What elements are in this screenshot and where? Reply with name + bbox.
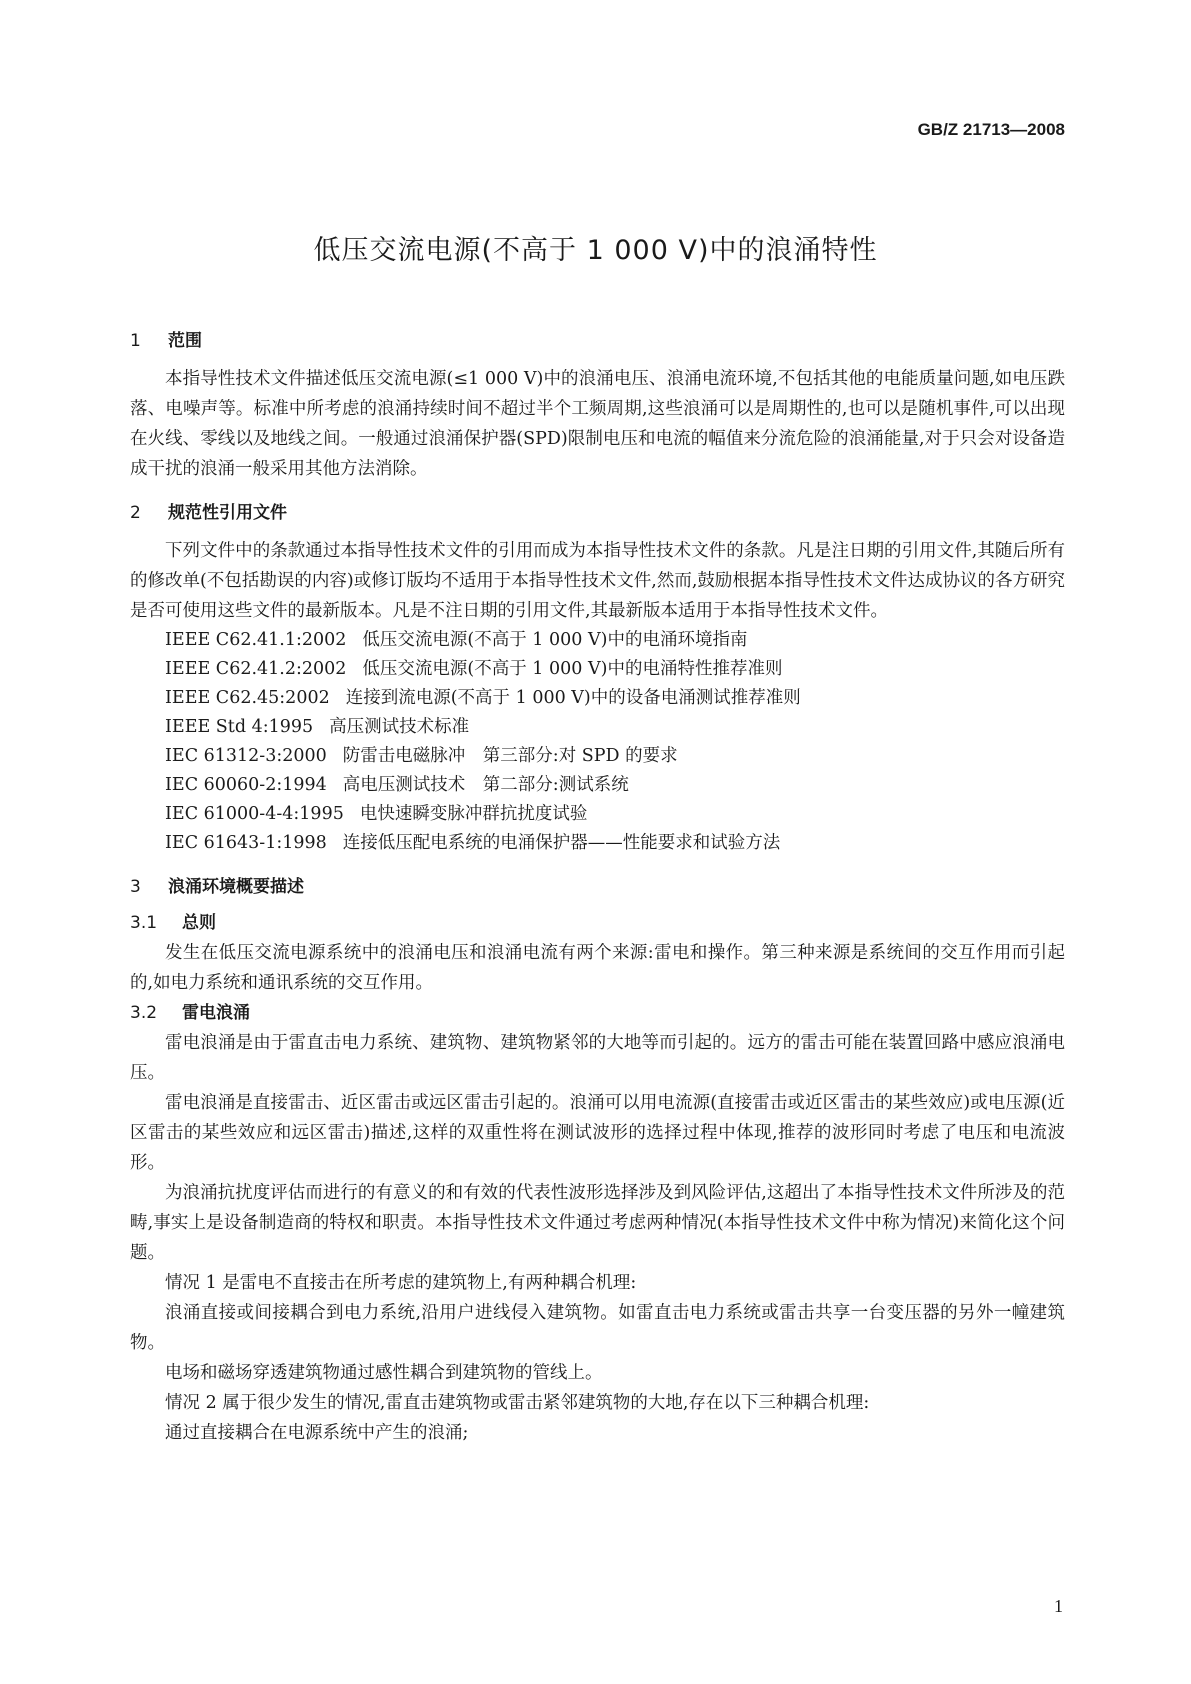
subsection-number: 3.2: [130, 1003, 158, 1023]
reference-code: IEC 61000-4-4:1995: [165, 804, 344, 824]
document-title: 低压交流电源(不高于 1 000 V)中的浪涌特性: [313, 235, 878, 266]
subsection-title: 总则: [182, 913, 216, 933]
section-3-2-paragraph: 情况 2 属于很少发生的情况,雷直击建筑物或雷击紧邻建筑物的大地,存在以下三种耦合机理:: [165, 1393, 870, 1413]
standard-code: GB/Z 21713—2008: [917, 120, 1065, 139]
section-3-2-paragraph: 雷电浪涌是直接雷击、近区雷击或远区雷击引起的。浪涌可以用电流源(直接雷击或近区雷击的某些效应)或电压源(近区雷击的某些效应和远区雷击)描述,这样的双重性将在测试波形的选择过程中体现,推荐的波形同时考虑了电压和电流波形。: [130, 1093, 1065, 1173]
section-number: 2: [130, 503, 141, 523]
reference-code: IEC 61643-1:1998: [165, 833, 327, 853]
reference-item: [165, 742, 1065, 771]
reference-code: IEEE C62.41.1:2002: [165, 630, 347, 650]
reference-item: [165, 771, 1065, 800]
reference-title: 低压交流电源(不高于 1 000 V)中的电涌特性推荐准则: [362, 659, 783, 679]
section-3-heading: [130, 872, 1065, 902]
reference-item: [165, 626, 1065, 655]
subsection-number: 3.1: [130, 913, 158, 933]
reference-item: [165, 829, 1065, 858]
section-title: 规范性引用文件: [168, 503, 287, 523]
section-number: 1: [130, 331, 141, 351]
section-3-2-paragraph: 雷电浪涌是由于雷直击电力系统、建筑物、建筑物紧邻的大地等而引起的。远方的雷击可能在装置回路中感应浪涌电压。: [130, 1033, 1065, 1083]
section-title: 范围: [168, 331, 202, 351]
section-3-1-heading: [130, 908, 1065, 938]
section-number: 3: [130, 877, 141, 897]
section-1-heading: [130, 326, 1065, 356]
reference-code: IEC 60060-2:1994: [165, 775, 327, 795]
section-2-heading: [130, 498, 1065, 528]
reference-title: 高电压测试技术 第二部分:测试系统: [342, 775, 629, 795]
section-1-paragraph: 本指导性技术文件描述低压交流电源(≤1 000 V)中的浪涌电压、浪涌电流环境,不包括其他的电能质量问题,如电压跌落、电噪声等。标准中所考虑的浪涌持续时间不超过半个工频周期,这些浪涌可以是周期性的,也可以是随机事件,可以出现在火线、零线以及地线之间。一般通过浪涌保护器(SPD)限制电压和电流的幅值来分流危险的浪涌能量,对于只会对设备造成干扰的浪涌一般采用其他方法消除。: [130, 369, 1065, 479]
reference-item: [165, 800, 1065, 829]
section-title: 浪涌环境概要描述: [168, 877, 304, 897]
section-3-2-paragraph: 为浪涌抗扰度评估而进行的有意义的和有效的代表性波形选择涉及到风险评估,这超出了本指导性技术文件所涉及的范畴,事实上是设备制造商的特权和职责。本指导性技术文件通过考虑两种情况(本指导性技术文件中称为情况)来简化这个问题。: [130, 1183, 1065, 1263]
section-2-paragraph: 下列文件中的条款通过本指导性技术文件的引用而成为本指导性技术文件的条款。凡是注日期的引用文件,其随后所有的修改单(不包括勘误的内容)或修订版均不适用于本指导性技术文件,然而,鼓励根据本指导性技术文件达成协议的各方研究是否可使用这些文件的最新版本。凡是不注日期的引用文件,其最新版本适用于本指导性技术文件。: [130, 541, 1065, 621]
reference-title: 防雷击电磁脉冲 第三部分:对 SPD 的要求: [342, 746, 678, 766]
section-3-2-paragraph: 通过直接耦合在电源系统中产生的浪涌;: [165, 1423, 469, 1443]
reference-title: 电快速瞬变脉冲群抗扰度试验: [359, 804, 588, 824]
page-number: 1: [1054, 1596, 1063, 1616]
subsection-title: 雷电浪涌: [182, 1003, 250, 1023]
reference-code: IEEE C62.41.2:2002: [165, 659, 347, 679]
reference-code: IEEE C62.45:2002: [165, 688, 330, 708]
section-3-2-heading: [130, 998, 1065, 1028]
normative-references-list: [165, 626, 1065, 858]
section-3-2-paragraph: 浪涌直接或间接耦合到电力系统,沿用户进线侵入建筑物。如雷直击电力系统或雷击共享一台变压器的另外一幢建筑物。: [130, 1303, 1065, 1353]
section-3-2-paragraph: 情况 1 是雷电不直接击在所考虑的建筑物上,有两种耦合机理:: [165, 1273, 637, 1293]
reference-code: IEC 61312-3:2000: [165, 746, 327, 766]
reference-item: [165, 713, 1065, 742]
section-3-1-paragraph: 发生在低压交流电源系统中的浪涌电压和浪涌电流有两个来源:雷电和操作。第三种来源是系统间的交互作用而引起的,如电力系统和通讯系统的交互作用。: [130, 943, 1065, 993]
reference-item: [165, 684, 1065, 713]
reference-title: 连接低压配电系统的电涌保护器——性能要求和试验方法: [342, 833, 781, 853]
reference-title: 连接到流电源(不高于 1 000 V)中的设备电涌测试推荐准则: [345, 688, 801, 708]
document-body: [130, 326, 1065, 1448]
reference-code: IEEE Std 4:1995: [165, 717, 314, 737]
reference-title: 低压交流电源(不高于 1 000 V)中的电涌环境指南: [362, 630, 748, 650]
section-3-2-paragraph: 电场和磁场穿透建筑物通过感性耦合到建筑物的管线上。: [165, 1363, 603, 1383]
reference-item: [165, 655, 1065, 684]
reference-title: 高压测试技术标准: [329, 717, 470, 737]
